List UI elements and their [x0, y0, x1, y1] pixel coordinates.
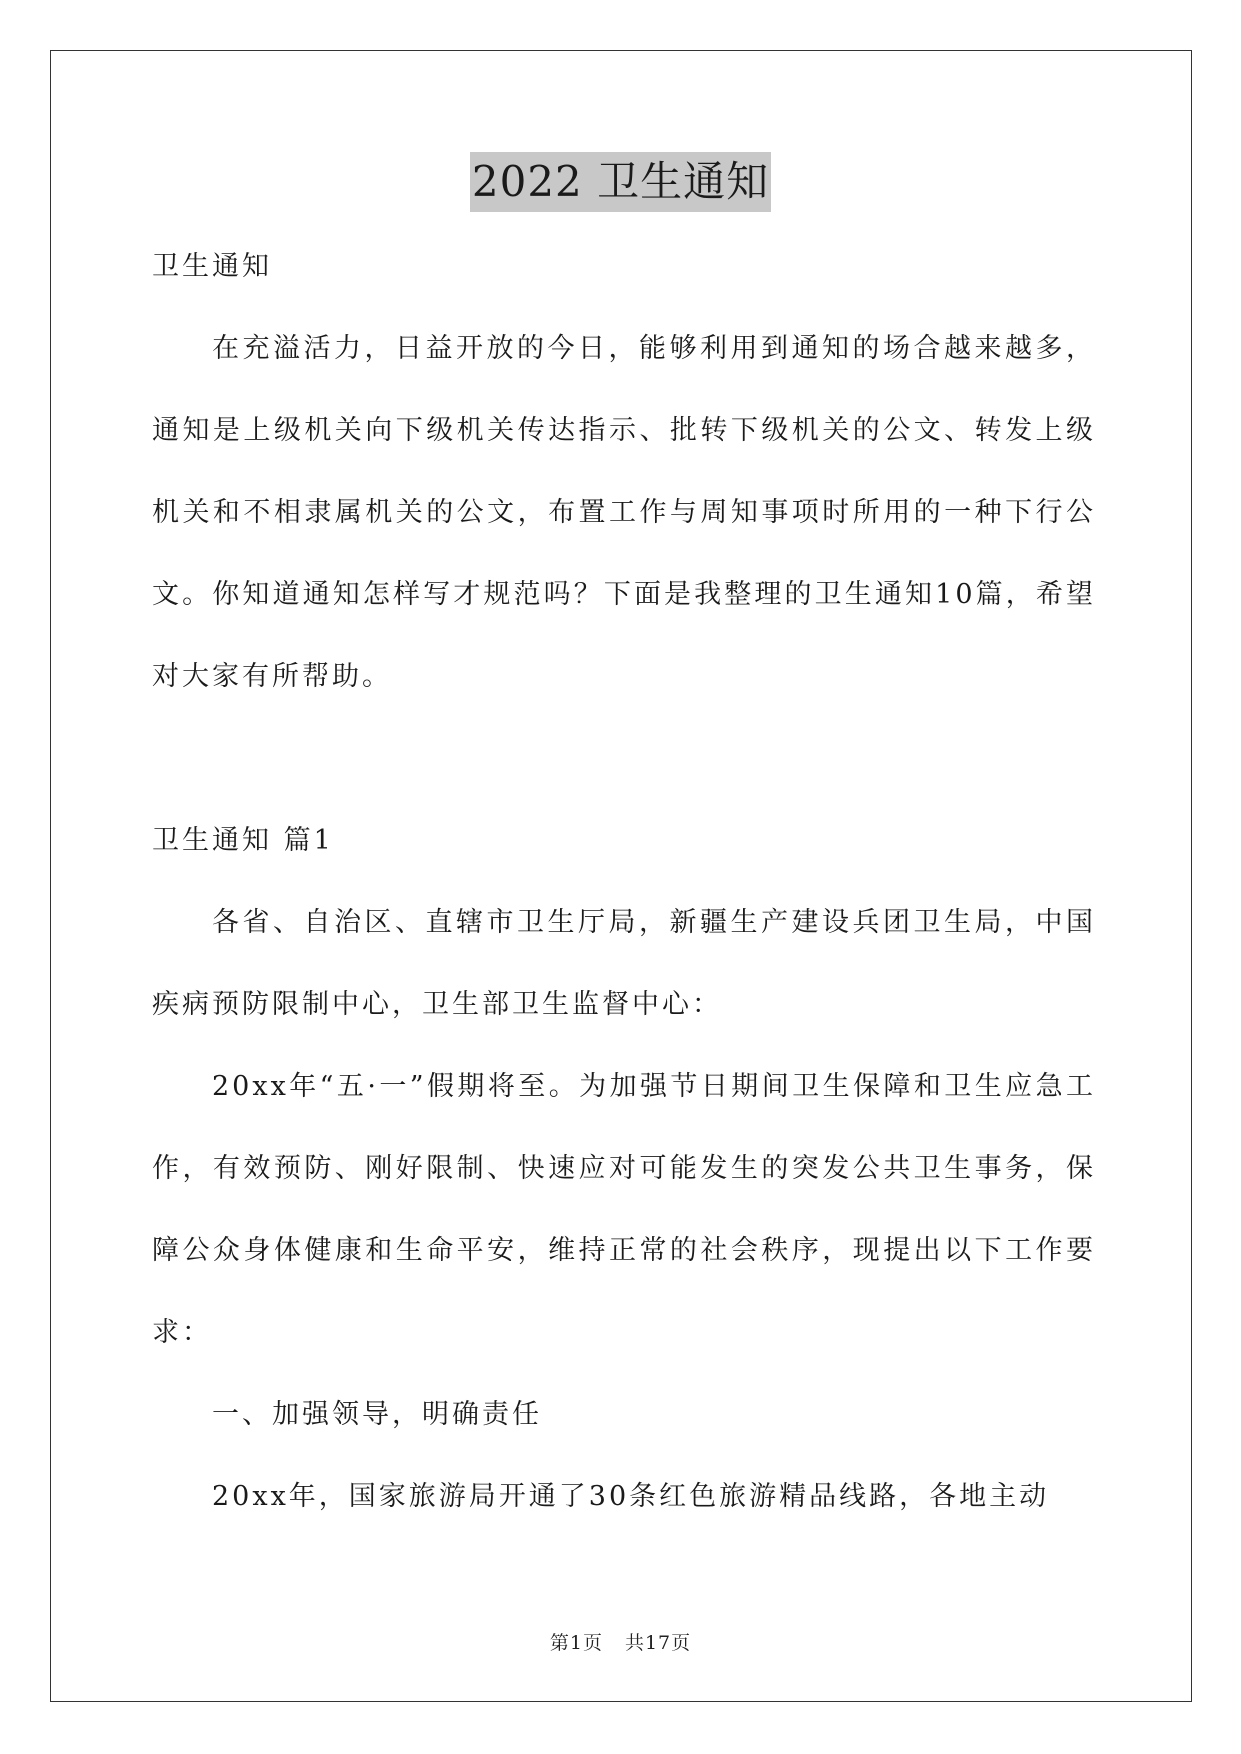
document-body	[152, 226, 1096, 1538]
page-footer	[0, 1628, 1241, 1655]
section-heading: 卫生通知	[152, 251, 272, 282]
page-number: 第1页	[549, 1632, 603, 1654]
body-paragraph: 20xx年，国家旅游局开通了30条红色旅游精品线路，各地主动	[212, 1481, 1050, 1512]
page-total: 共17页	[624, 1632, 692, 1654]
addressee-paragraph: 各省、自治区、直辖市卫生厅局，新疆生产建设兵团卫生局，中国疾病预防限制中心，卫生部卫生监督中心：	[152, 907, 1096, 1020]
document-title: 2022 卫生通知	[470, 152, 771, 212]
section-spacer	[152, 718, 1096, 800]
body-paragraph: 20xx年“五·一”假期将至。为加强节日期间卫生保障和卫生应急工作，有效预防、刚好限制、快速应对可能发生的突发公共卫生事务，保障公众身体健康和生命平安，维持正常的社会秩序，现提出以下工作要求：	[152, 1071, 1096, 1348]
title-container	[0, 152, 1241, 212]
intro-paragraph: 在充溢活力，日益开放的今日，能够利用到通知的场合越来越多，通知是上级机关向下级机关传达指示、批转下级机关的公文、转发上级机关和不相隶属机关的公文，布置工作与周知事项时所用的一种下行公文。你知道通知怎样写才规范吗？下面是我整理的卫生通知10篇，希望对大家有所帮助。	[152, 333, 1096, 692]
section-heading: 卫生通知 篇1	[152, 825, 334, 856]
subheading: 一、加强领导，明确责任	[212, 1399, 542, 1430]
